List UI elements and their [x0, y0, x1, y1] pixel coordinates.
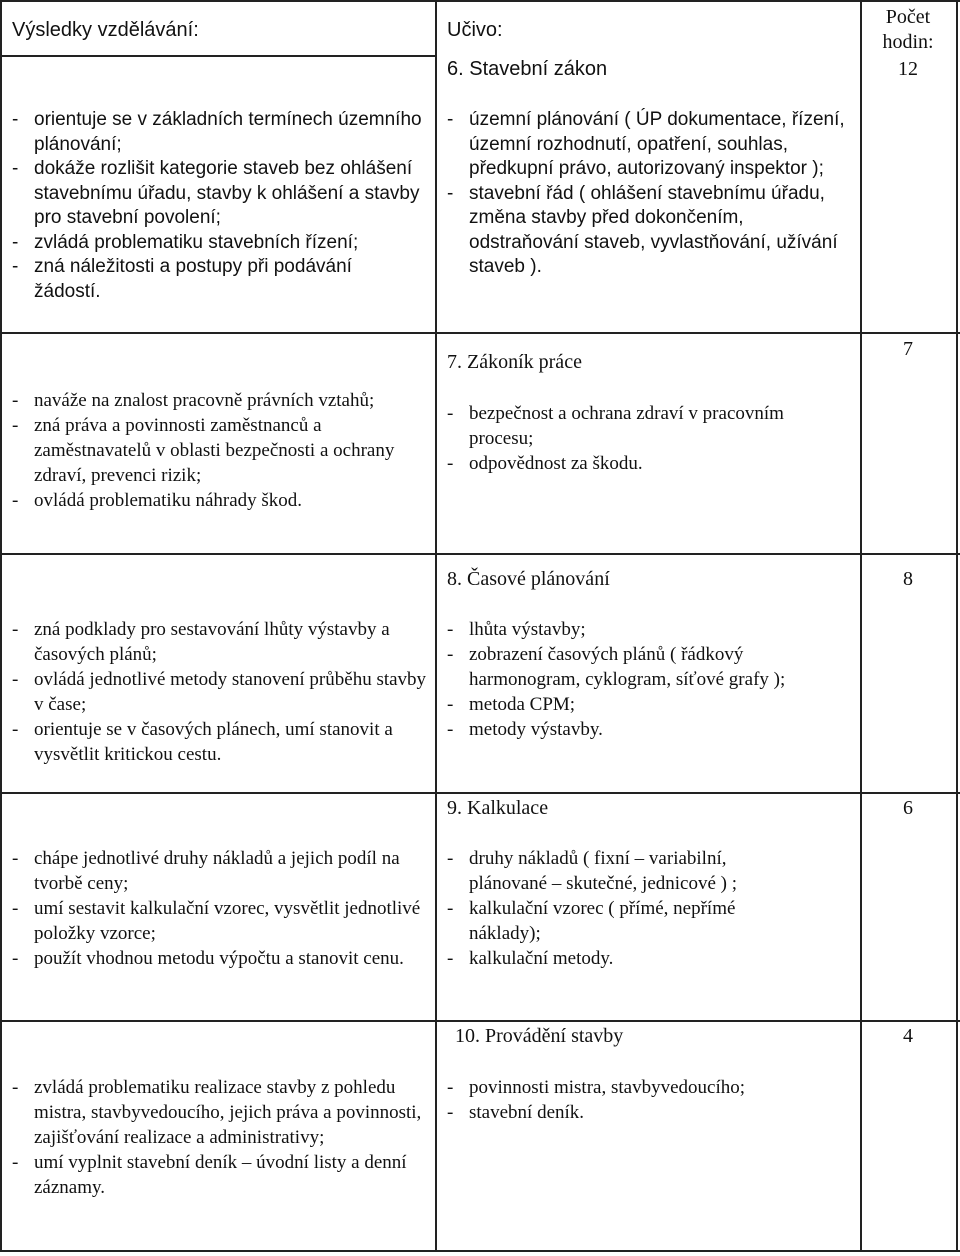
list-item: - orientuje se v základních termínech územního plánování; — [12, 109, 422, 155]
section-title: 7. Zákoník práce — [447, 351, 582, 373]
list-item: - odpovědnost za škodu. — [447, 453, 643, 474]
header-divider — [0, 55, 437, 57]
list-item: - zvládá problematiku stavebních řízení; — [12, 231, 359, 253]
list-item: - lhůta výstavby; — [447, 619, 586, 640]
section-title: 8. Časové plánování — [447, 568, 610, 590]
list-item: - zobrazení časových plánů ( řádkový harmonogram, cyklogram, síťové grafy ); — [447, 644, 786, 690]
list-item: - chápe jednotlivé druhy nákladů a jejich podíl na tvorbě ceny; — [12, 848, 400, 894]
list-item: - povinnosti mistra, stavbyvedoucího; — [447, 1077, 746, 1098]
list-item: - metody výstavby. — [447, 719, 603, 740]
content-list — [447, 1075, 852, 1125]
row-divider-2 — [0, 553, 960, 555]
list-item: - druhy nákladů ( fixní – variabilní, plánované – skutečné, jednicové ) ; — [447, 848, 738, 894]
section-title: 6. Stavební zákon — [447, 58, 608, 80]
outcomes-list — [12, 617, 427, 767]
list-item: - umí vyplnit stavební deník – úvodní listy a denní záznamy. — [12, 1152, 407, 1198]
outcomes-list — [12, 1075, 422, 1200]
section-hours: 8 — [903, 568, 913, 590]
section-title: 10. Provádění stavby — [455, 1025, 624, 1047]
list-item: - metoda CPM; — [447, 694, 576, 715]
outcomes-list — [12, 388, 422, 513]
list-item: - zná podklady pro sestavování lhůty výstavby a časových plánů; — [12, 619, 390, 665]
list-item: - ovládá jednotlivé metody stanovení průběhu stavby v čase; — [12, 669, 427, 715]
list-item: - zná náležitosti a postupy při podávání žádostí. — [12, 256, 352, 302]
list-item: - kalkulační metody. — [447, 948, 614, 969]
list-item: - orientuje se v časových plánech, umí stanovit a vysvětlit kritickou cestu. — [12, 719, 393, 765]
table-border-top — [0, 0, 960, 2]
content-list — [447, 617, 852, 742]
list-item: - ovládá problematiku náhrady škod. — [12, 490, 303, 511]
list-item: - kalkulační vzorec ( přímé, nepřímé náklady); — [447, 898, 736, 944]
list-item: - bezpečnost a ochrana zdraví v pracovním procesu; — [447, 403, 784, 449]
column-divider-1 — [435, 0, 437, 1252]
content-list — [447, 846, 807, 971]
list-item: - dokáže rozlišit kategorie staveb bez ohlášení stavebnímu úřadu, stavby k ohlášení a stavby pro stavební povolení; — [12, 158, 420, 228]
table-border-left — [0, 0, 2, 1252]
section-hours: 6 — [903, 797, 913, 819]
row-divider-3 — [0, 792, 960, 794]
row-divider-4 — [0, 1020, 960, 1022]
header-outcomes: Výsledky vzdělávání: — [12, 19, 199, 41]
table-border-bottom — [0, 1250, 960, 1252]
content-list — [447, 108, 852, 280]
section-hours: 4 — [903, 1025, 913, 1047]
section-hours: 12 — [898, 58, 918, 80]
table-border-right — [956, 0, 958, 1252]
outcomes-list — [12, 108, 422, 304]
content-list — [447, 401, 852, 476]
list-item: - naváže na znalost pracovně právních vztahů; — [12, 390, 375, 411]
list-item: - použít vhodnou metodu výpočtu a stanovit cenu. — [12, 948, 404, 969]
section-hours: 7 — [903, 338, 913, 360]
section-title: 9. Kalkulace — [447, 797, 549, 819]
outcomes-list — [12, 846, 422, 971]
header-content: Učivo: — [447, 19, 503, 41]
column-divider-2 — [860, 0, 862, 1252]
list-item: - zvládá problematiku realizace stavby z pohledu mistra, stavbyvedoucího, jejich práva a povinnosti, zajišťování realizace a administrativy; — [12, 1077, 422, 1148]
header-hours — [858, 5, 958, 55]
header-hours-line2: hodin: — [882, 31, 934, 53]
row-divider-1 — [0, 332, 960, 334]
list-item: - umí sestavit kalkulační vzorec, vysvětlit jednotlivé položky vzorce; — [12, 898, 421, 944]
list-item: - územní plánování ( ÚP dokumentace, řízení, územní rozhodnutí, opatření, souhlas, předkupní právo, autorizovaný inspektor ); — [447, 109, 845, 179]
list-item: - zná práva a povinnosti zaměstnanců a zaměstnavatelů v oblasti bezpečnosti a ochrany zdraví, prevenci rizik; — [12, 415, 395, 486]
header-hours-line1: Počet — [885, 6, 931, 28]
list-item: - stavební řád ( ohlášení stavebnímu úřadu, změna stavby před dokončením, odstraňování staveb, vyvlastňování, užívání staveb ). — [447, 182, 838, 277]
list-item: - stavební deník. — [447, 1102, 585, 1123]
